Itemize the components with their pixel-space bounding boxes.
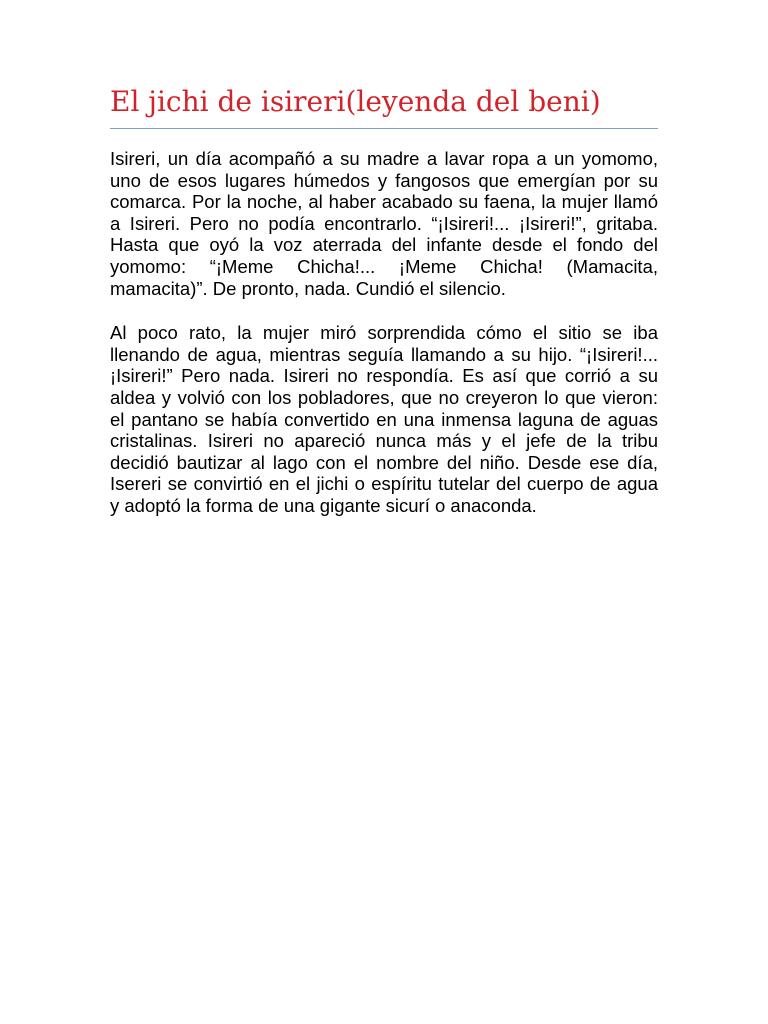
document-body <box>110 148 658 540</box>
title-underline-divider <box>110 128 658 129</box>
paragraph-1: Isireri, un día acompañó a su madre a lavar ropa a un yomomo, uno de esos lugares húmedos y fangosos que emergían por su comarca. Por la noche, al haber acabado su faena, la mujer llamó a Isireri. Pero no podía encontrarlo. “¡Isireri!... ¡Isireri!”, gritaba. Hasta que oyó la voz aterrada del infante desde el fondo del yomomo: “¡Meme Chicha!... ¡Meme Chicha! (Mamacita, mamacita)”. De pronto, nada. Cundió el silencio. <box>110 148 658 299</box>
document-title: El jichi de isireri(leyenda del beni) <box>110 85 601 118</box>
paragraph-2: Al poco rato, la mujer miró sorprendida cómo el sitio se iba llenando de agua, mientras seguía llamando a su hijo. “¡Isireri!... ¡Isireri!” Pero nada. Isireri no respondía. Es así que corrió a su aldea y volvió con los pobladores, que no creyeron lo que vieron: el pantano se había convertido en una inmensa laguna de aguas cristalinas. Isireri no apareció nunca más y el jefe de la tribu decidió bautizar al lago con el nombre del niño. Desde ese día, Isereri se convirtió en el jichi o espíritu tutelar del cuerpo de agua y adoptó la forma de una gigante sicurí o anaconda. <box>110 322 658 516</box>
